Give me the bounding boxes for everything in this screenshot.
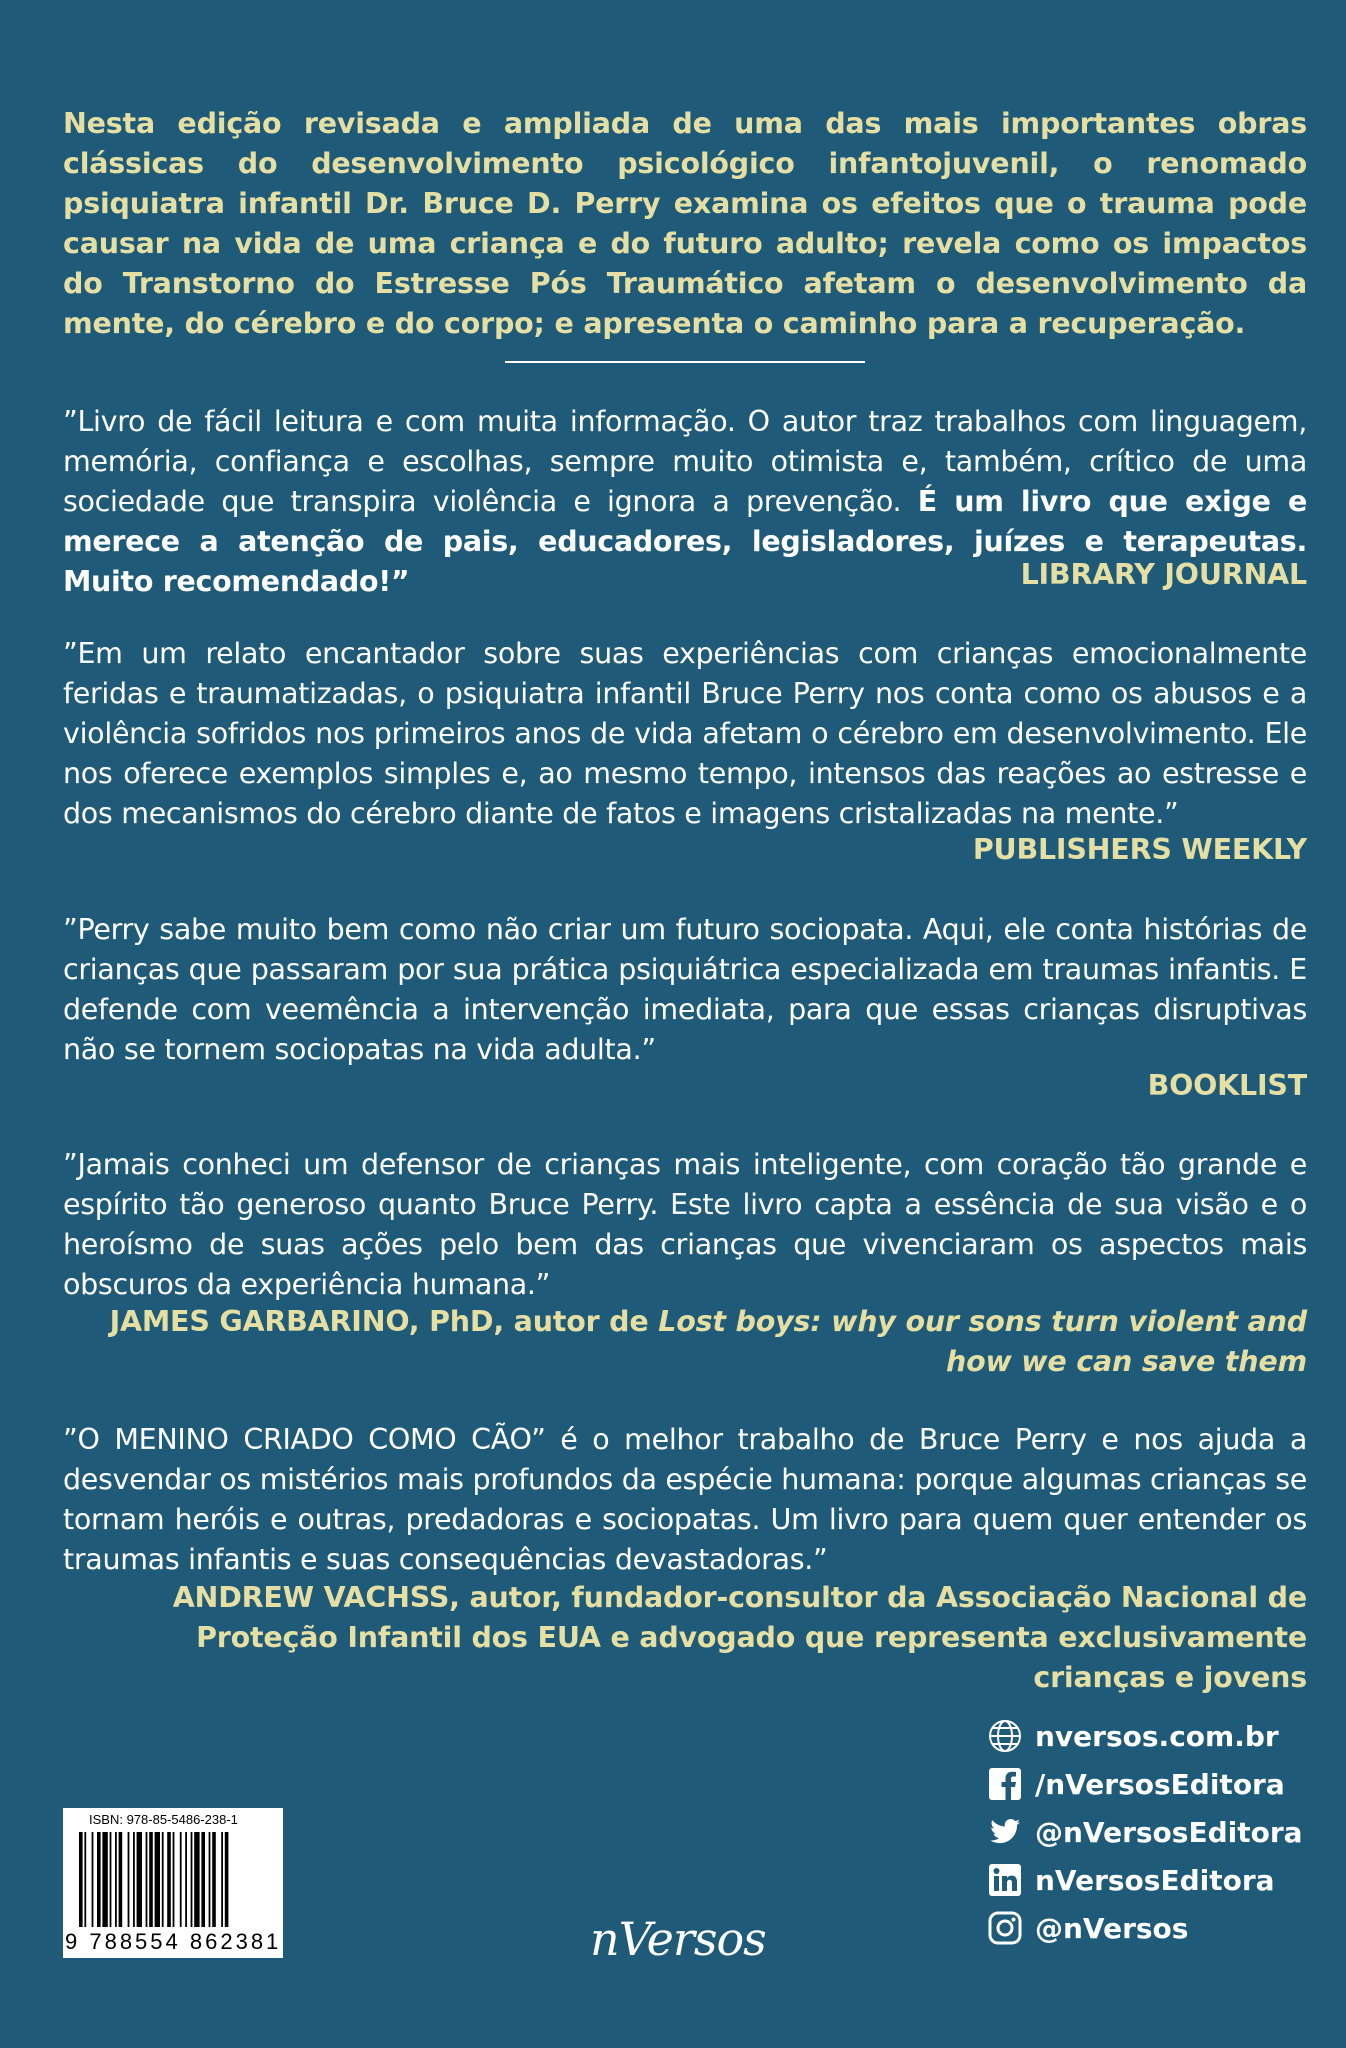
source-publishers-weekly: PUBLISHERS WEEKLY (972, 833, 1307, 866)
quote-publishers-weekly: ”Em um relato encantador sobre suas experiências com crianças emocionalmente feridas e traumatizadas, o psiquiatra infantil Bruce Perry nos conta como os abusos e a violência sofridos nos primeiros anos de vida afetam o cérebro em desenvolvimento. Ele nos oferece exemplos simples e, ao mesmo tempo, intensos das reações ao estresse e dos mecanismos do cérebro diante de fatos e imagens cristalizadas na mente.” (63, 637, 1307, 830)
isbn-label: ISBN: 978-85-5486-238-1 (89, 1812, 238, 1827)
linkedin-label: nVersosEditora (1035, 1863, 1275, 1897)
quote-garbarino: ”Jamais conheci um defensor de crianças mais inteligente, com coração tão grande e espírito tão generoso quanto Bruce Perry. Este livro capta a essência de sua visão e o heroísmo de suas ações pelo bem das crianças que vivenciaram os aspectos mais obscuros da experiência humana.” (63, 1148, 1307, 1301)
barcode-bar (97, 1832, 101, 1927)
instagram-link[interactable] (987, 1905, 1317, 1951)
barcode-number: 9 788554 862381 (65, 1929, 282, 1954)
source-vachss: ANDREW VACHSS, autor, fundador-consultor da Associação Nacional de Proteção Infantil dos EUA e advogado que representa exclusivamente crianças e jovens (172, 1581, 1307, 1694)
twitter-label: @nVersosEditora (1035, 1815, 1303, 1849)
barcode-bar (167, 1832, 171, 1927)
publisher-logo: nVersos (590, 1912, 766, 1966)
barcode-bar (180, 1832, 182, 1927)
barcode-bar (194, 1832, 199, 1927)
barcode-bar (119, 1832, 123, 1927)
barcode-bar (137, 1832, 142, 1927)
barcode-bar (110, 1832, 112, 1927)
barcode-bar (155, 1832, 160, 1927)
barcode-bar (212, 1832, 216, 1927)
facebook-label: /nVersosEditora (1035, 1767, 1285, 1801)
barcode-bar (128, 1832, 130, 1927)
barcode-bar (225, 1832, 229, 1927)
instagram-label: @nVersos (1035, 1911, 1189, 1945)
isbn-barcode (63, 1808, 283, 1958)
website-link[interactable] (987, 1713, 1317, 1759)
facebook-link[interactable] (987, 1761, 1317, 1807)
source-booklist: BOOKLIST (1147, 1069, 1307, 1102)
barcode-bar (201, 1832, 205, 1927)
barcode-bar (84, 1832, 86, 1927)
barcode-bar (115, 1832, 117, 1927)
linkedin-icon (987, 1862, 1023, 1898)
intro-paragraph: Nesta edição revisada e ampliada de uma das mais importantes obras clássicas do desenvolvimento psicológico infantojuvenil, o renomado psiquiatra infantil Dr. Bruce D. Perry examina os efeitos que o trauma pode causar na vida de uma criança e do futuro adulto; revela como os impactos do Transtorno do Estresse Pós Traumático afetam o desenvolvimento da mente, do cérebro e do corpo; e apresenta o caminho para a recuperação. (63, 107, 1307, 340)
barcode-bar (79, 1832, 83, 1927)
barcode-bar (146, 1832, 148, 1927)
website-label: nversos.com.br (1035, 1719, 1279, 1753)
twitter-link[interactable] (987, 1809, 1317, 1855)
globe-icon (987, 1718, 1023, 1754)
barcode-bar (102, 1832, 107, 1927)
linkedin-link[interactable] (987, 1857, 1317, 1903)
instagram-icon (987, 1910, 1023, 1946)
quote-vachss: ”O MENINO CRIADO COMO CÃO” é o melhor trabalho de Bruce Perry e nos ajuda a desvendar os mistérios mais profundos da espécie humana: porque algumas crianças se tornam heróis e outras, predadoras e sociopatas. Um livro para quem quer entender os traumas infantis e suas consequências devastadoras.” (63, 1423, 1307, 1576)
source-library-journal: LIBRARY JOURNAL (1020, 558, 1307, 591)
quote-bold-text: É um livro que exige e merece a atenção de pais, educadores, legisladores, juízes e terapeutas. Muito recomendado!” (63, 485, 1307, 598)
source-garbarino-author: JAMES GARBARINO, PhD, autor de (109, 1305, 649, 1338)
barcode-bar (191, 1832, 193, 1927)
barcode-bars (79, 1832, 269, 1932)
source-garbarino-book: Lost boys: why our sons turn violent and how we can save them (658, 1305, 1307, 1378)
source-garbarino (63, 1302, 1307, 1382)
barcode-bar (149, 1832, 153, 1927)
quote-booklist: ”Perry sabe muito bem como não criar um futuro sociopata. Aqui, ele conta histórias de crianças que passaram por sua prática psiquiátrica especializada em traumas infantis. E defende com veemência a intervenção imediata, para que essas crianças disruptivas não se tornem sociopatas na vida adulta.” (63, 913, 1307, 1066)
barcode-bar (221, 1832, 223, 1927)
social-links (987, 1713, 1317, 1953)
divider (505, 361, 865, 363)
barcode-bar (209, 1832, 211, 1927)
quote-text: ”Livro de fácil leitura e com muita informação. O autor traz trabalhos com linguagem, memória, confiança e escolhas, sempre muito otimista e, também, crítico de uma sociedade que transpira violência e ignora a prevenção. (63, 405, 1307, 518)
barcode-bar (92, 1832, 94, 1927)
facebook-icon (987, 1766, 1023, 1802)
twitter-icon (987, 1814, 1023, 1850)
barcode-bar (173, 1832, 175, 1927)
barcode-bar (133, 1832, 135, 1927)
barcode-bar (162, 1832, 164, 1927)
barcode-bar (185, 1832, 187, 1927)
